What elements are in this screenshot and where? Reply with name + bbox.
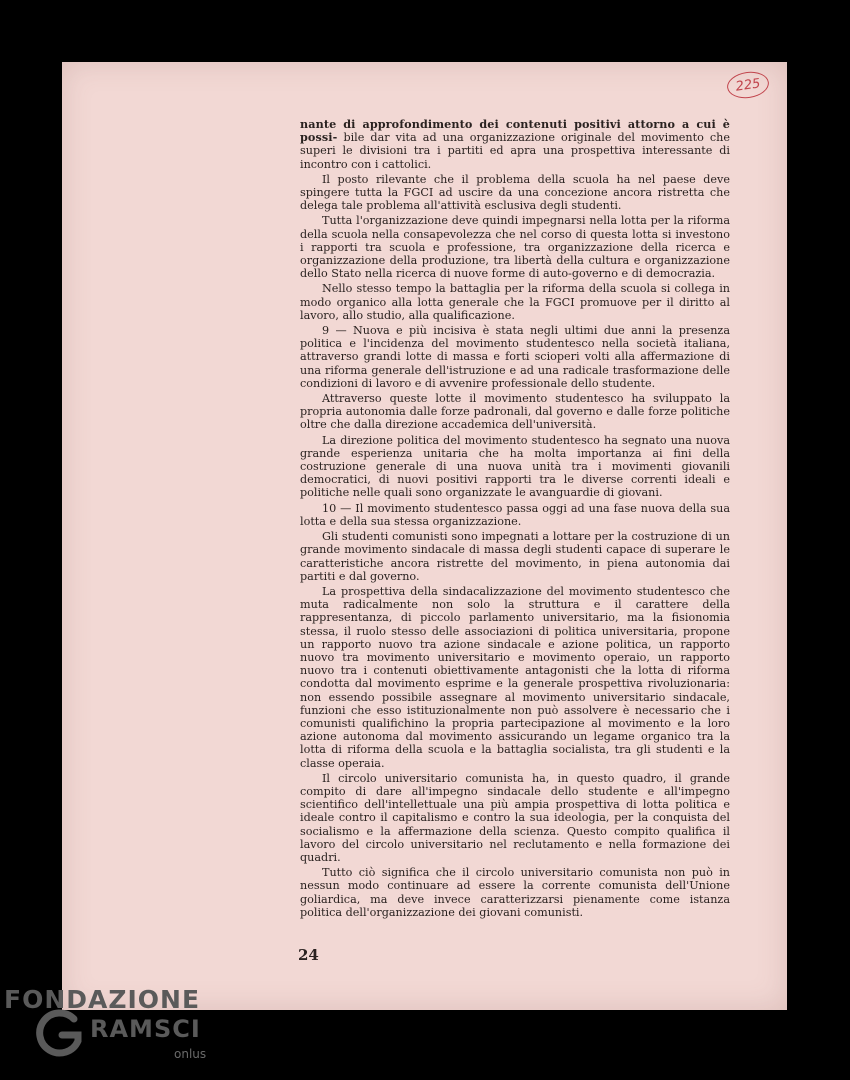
page-number: 24	[298, 946, 319, 964]
paragraph: Il circolo universitario comunista ha, in questo quadro, il grande compito di dare all'impegno sindacale dello studente e all'impegno scientifico dell'intellettuale una più ampia prospettiva di lotta politica e ideale contro il capitalismo e contro la sua ideologia, per la conquista del socialismo e la affermazione della scienza. Questo compito qualifica il lavoro del circolo universitario nel reclutamento e nella formazione dei quadri.	[300, 771, 730, 864]
paragraph: La direzione politica del movimento studentesco ha segnato una nuova grande esperienza unitaria che ha molta importanza ai fini della costruzione generale di una nuova unità tra i movimenti giovanili democratici, di nuovi positivi rapporti tra le diverse correnti ideali e politiche nelle quali sono organizzate le avanguardie di giovani.	[300, 433, 730, 500]
paragraph: Attraverso queste lotte il movimento studentesco ha sviluppato la propria autonomia dalle forze padronali, dal governo e dalle forze politiche oltre che dalla direzione accademica dell'università.	[300, 392, 730, 432]
paragraph: Nello stesso tempo la battaglia per la riforma della scuola si collega in modo organico alla lotta generale che la FGCI promuove per il diritto al lavoro, allo studio, alla qualificazione.	[300, 282, 730, 322]
paragraph: La prospettiva della sindacalizzazione del movimento studentesco che muta radicalmente non solo la struttura e il carattere della rappresentanza, di piccolo parlamento universitario, ma la fisionomia stessa, il ruolo stesso delle associazioni di politica universitaria, propone un rapporto nuovo tra azione sindacale e azione politica, un rapporto nuovo tra movimento universitario e movimento operaio, un rapporto nuovo tra i contenuti obiettivamente antagonisti che la lotta di riforma condotta dal movimento esprime e la generale prospettiva rivoluzionaria: non essendo possibile assegnare al movimento universitario sindacale, funzioni che esso istituzionalmente non può assolvere è necessario che i comunisti qualifichino la propria partecipazione al movimento e la loro azione autonoma dal movimento assicurando un legame organico tra la lotta di riforma della scuola e la battaglia socialista, tra gli studenti e la classe operaia.	[300, 584, 730, 770]
watermark	[0, 985, 260, 1080]
paragraph-lead: nante di approfondimento dei contenuti positivi attorno a cui è possi-	[300, 117, 730, 145]
paragraph: Il posto rilevante che il problema della scuola ha nel paese deve spingere tutta la FGCI ad uscire da una concezione ancora ristretta che delega tale problema all'attività esclusiva degli studenti.	[300, 172, 730, 213]
watermark-suffix: onlus	[174, 1047, 207, 1061]
watermark-line2: RAMSCI	[90, 1015, 201, 1043]
g-letter-logo-icon	[34, 1007, 86, 1059]
paragraph-section-9: 9 — Nuova e più incisiva è stata negli ultimi due anni la presenza politica e l'incidenza del movimento studentesco nella società italiana, attraverso grandi lotte di massa e forti scioperi volti alla affermazione di una riforma generale dell'istruzione e ad una radicale trasformazione delle condizioni di lavoro e di avvenire professionale dello studente.	[300, 324, 730, 390]
archive-stamp	[725, 69, 770, 101]
paragraph-section-10: 10 — Il movimento studentesco passa oggi ad una fase nuova della sua lotta e della sua stessa organizzazione.	[300, 501, 730, 528]
document-page	[62, 62, 787, 1010]
body-text	[300, 118, 730, 921]
paragraph: Tutta l'organizzazione deve quindi impegnarsi nella lotta per la riforma della scuola nella consapevolezza che nel corso di questa lotta si investono i rapporti tra scuola e professione, tra organizzazione della ricerca e organizzazione della produzione, tra libertà della cultura e organizzazione dello Stato nella ricerca di nuove forme di auto-governo e di democrazia.	[300, 214, 730, 281]
watermark-line1: FONDAZIONE	[4, 985, 201, 1014]
paragraph: Gli studenti comunisti sono impegnati a lottare per la costruzione di un grande movimento sindacale di massa degli studenti capace di superare le caratteristiche ancora ristrette del movimento, in piena autonomia dai partiti e dal governo.	[300, 530, 730, 583]
paragraph: Tutto ciò significa che il circolo universitario comunista non può in nessun modo continuare ad essere la corrente comunista dell'Unione goliardica, ma deve invece caratterizzarsi pienamente come istanza politica dell'organizzazione dei giovani comunisti.	[300, 866, 730, 919]
archive-stamp-number: 225	[734, 75, 762, 95]
paragraph: nante di approfondimento dei contenuti positivi attorno a cui è possi- bile dar vita ad una organizzazione originale del movimento che superi le divisioni tra i partiti ed apra una prospettiva interessante di incontro con i cattolici.	[300, 117, 731, 171]
